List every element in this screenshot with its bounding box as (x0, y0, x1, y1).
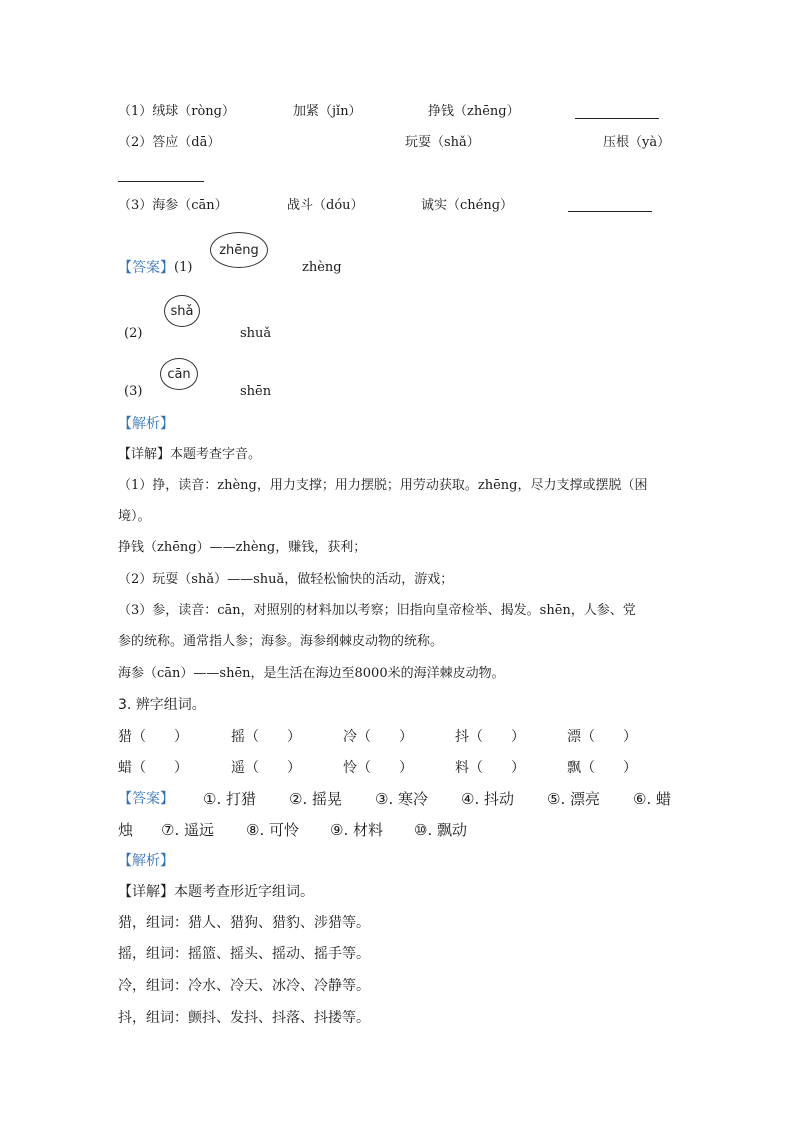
q3-cell: 飘（ ） (567, 760, 637, 776)
analysis-line: 挣钱（zhēng）——zhèng，赚钱，获利； (118, 540, 367, 555)
q3-cell: 抖（ ） (455, 729, 525, 745)
analysis-line: （3）参，读音：cān，对照别的材料加以考察；旧指向皇帝检举、揭发。shēn，人参、党 (118, 603, 636, 618)
answer-label: 【答案】 (118, 791, 174, 807)
answer-word: ⑥. 蜡 (633, 790, 671, 808)
answer-word: ⑩. 飘动 (414, 821, 467, 839)
q3-cell: 料（ ） (455, 760, 525, 776)
answer-word: ⑦. 遥远 (161, 821, 214, 839)
analysis-label: 【解析】 (118, 853, 174, 869)
corrected-pinyin: shēn (240, 384, 272, 399)
q2-row3-item3: 诚实（chénɡ） (421, 198, 514, 213)
analysis-line: 冷，组词：冷水、冷天、冰冷、冷静等。 (118, 978, 370, 994)
q3-cell: 摇（ ） (231, 729, 301, 745)
q2-row2-item1: （2）答应（dā） (118, 135, 221, 150)
circled-pinyin: shǎ (170, 303, 194, 319)
circled-pinyin: zhēng (219, 242, 259, 258)
corrected-pinyin: shuǎ (240, 326, 272, 341)
answer-word: ⑨. 材料 (330, 821, 383, 839)
q2-row2-item2: 玩耍（shǎ） (405, 135, 480, 150)
answer-word: ③. 寒冷 (375, 790, 428, 808)
answer-word: ⑧. 可怜 (246, 821, 299, 839)
circled-pinyin: cān (167, 366, 191, 382)
analysis-line: （2）玩耍（shǎ）——shuǎ，做轻松愉快的活动，游戏； (118, 572, 454, 587)
answer-word: 烛 (118, 821, 134, 839)
q2-row2-item3: 压根（yà） (603, 135, 671, 150)
answer-word: ②. 摇晃 (289, 790, 342, 808)
analysis-line: 海参（cān）——shēn，是生活在海边至8000米的海洋棘皮动物。 (118, 666, 505, 681)
answer-word: ①. 打猎 (203, 790, 256, 808)
answer-blank (575, 118, 659, 119)
question-title: 3. 辨字组词。 (118, 697, 206, 713)
analysis-line: 参的统称。通常指人参；海参。海参纲棘皮动物的统称。 (118, 634, 444, 649)
analysis-line: 【详解】本题考查形近字组词。 (118, 884, 314, 900)
analysis-line: （1）挣，读音：zhèng，用力支撑；用力摆脱；用劳动获取。zhēng，尽力支撑或摆脱（困 (118, 478, 648, 493)
q2-row1-item3: 挣钱（zhēnɡ） (428, 104, 520, 119)
q2-row1-item2: 加紧（jǐn） (293, 104, 362, 119)
q3-cell: 漂（ ） (567, 729, 637, 745)
circled-error-mark (164, 295, 200, 327)
analysis-line: 抖，组词：颤抖、发抖、抖落、抖搂等。 (118, 1010, 370, 1026)
q2-row3-item1: （3）海参（cān） (118, 198, 228, 213)
q3-cell: 怜（ ） (343, 760, 413, 776)
answer-blank (568, 211, 652, 212)
q3-cell: 冷（ ） (343, 729, 413, 745)
answer-label: 【答案】 (118, 260, 174, 276)
q3-cell: 猎（ ） (118, 729, 188, 745)
q2-row3-item2: 战斗（dóu） (287, 198, 364, 213)
q3-cell: 遥（ ） (231, 760, 301, 776)
q2-row1-item1: （1）绒球（rònɡ） (118, 104, 236, 119)
answer-word: ⑤. 漂亮 (547, 790, 600, 808)
analysis-label: 【解析】 (118, 416, 174, 432)
circled-error-mark (210, 232, 268, 268)
corrected-pinyin: zhèng (302, 260, 342, 275)
analysis-line: 境）。 (118, 509, 151, 524)
answer-item-number: (3) (124, 384, 143, 399)
circled-error-mark (160, 358, 198, 390)
answer-blank (118, 181, 204, 182)
answer-item-number: (2) (124, 326, 143, 341)
analysis-line: 猎，组词：猎人、猎狗、猎豹、涉猎等。 (118, 915, 370, 931)
answer-item-number: (1) (174, 260, 193, 275)
answer-word: ④. 抖动 (461, 790, 514, 808)
q3-cell: 蜡（ ） (118, 760, 188, 776)
analysis-line: 摇，组词：摇篮、摇头、摇动、摇手等。 (118, 946, 370, 962)
analysis-line: 【详解】本题考查字音。 (118, 447, 262, 462)
